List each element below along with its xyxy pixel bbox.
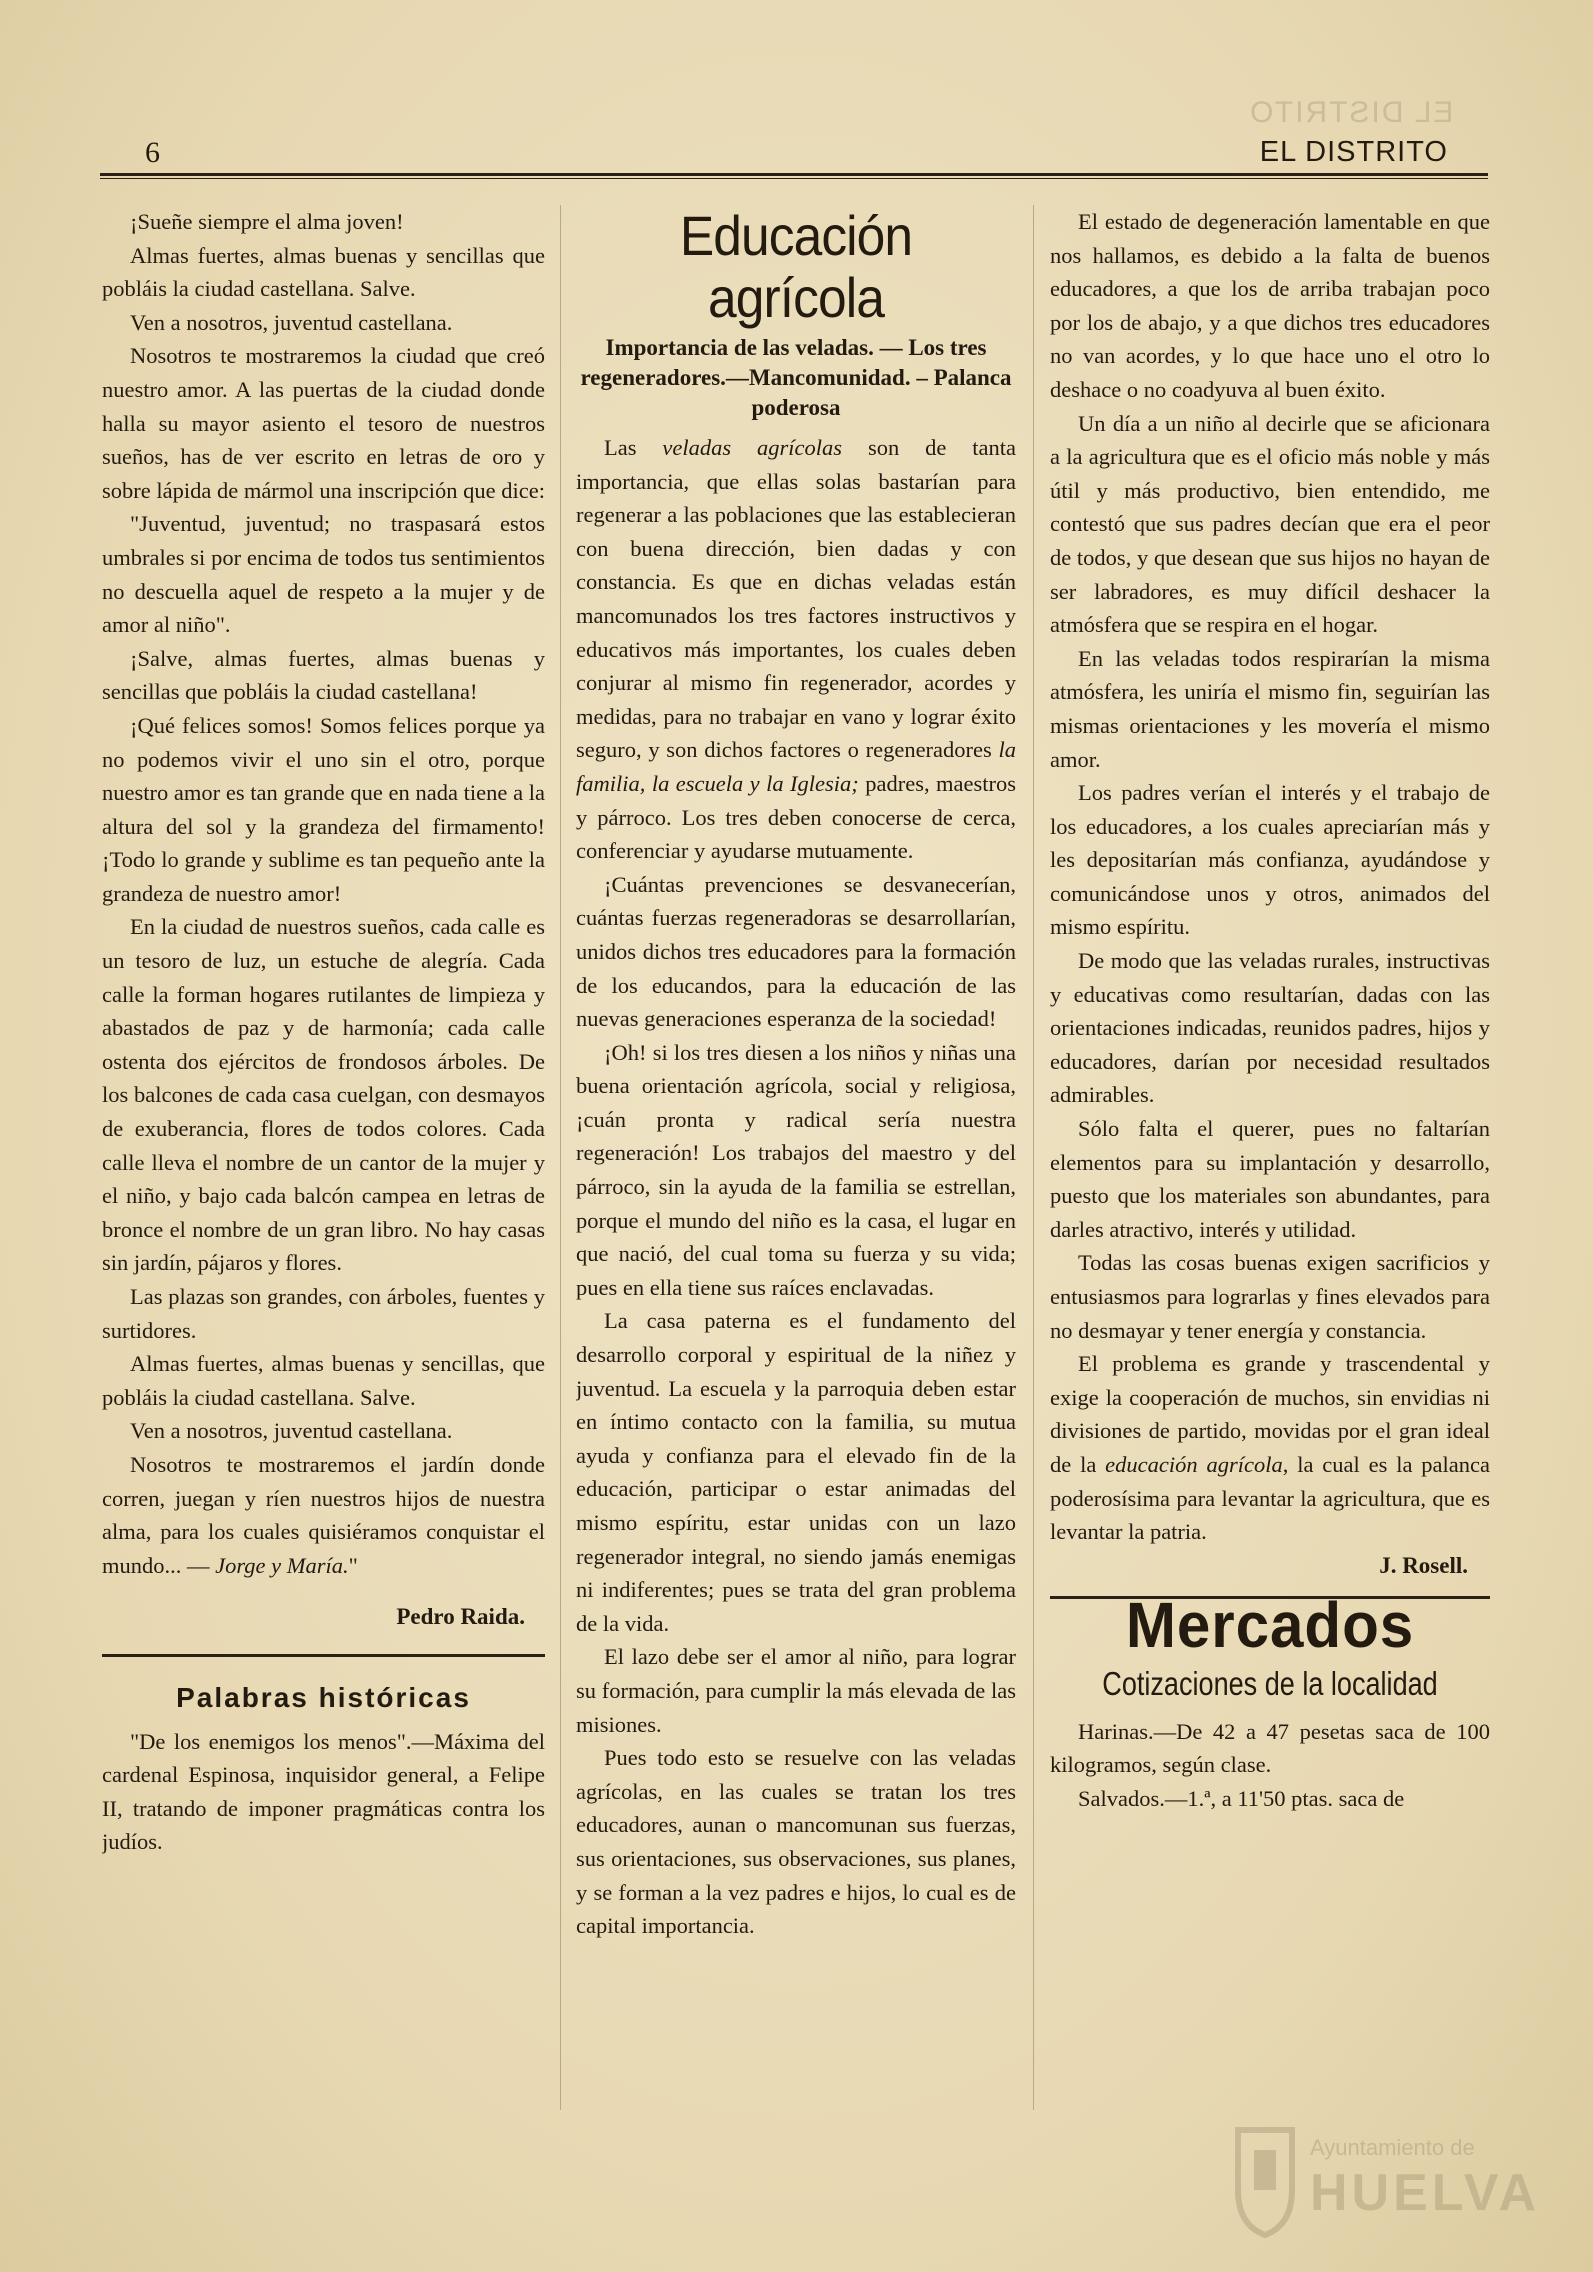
paragraph: Nosotros te mostraremos la ciudad que creó nuestro amor. A las puertas de la ciudad donde halla su mayor asiento el tesoro de nuestros sueños, has de ver escrito en letras de oro y sobre lápida de mármol una inscripción que dice: xyxy=(102,343,545,503)
paragraph: En las veladas todos respirarían la misma atmósfera, les uniría el mismo fin, seguirían las mismas orientaciones y les movería el mismo amor. xyxy=(1050,645,1490,772)
paragraph: El estado de degeneración lamentable en que nos hallamos, es debido a la falta de buenos educadores, a que los de arriba trabajan poco por los de abajo, y a que dichos tres educadores no van acordes, y lo que hace uno el otro lo deshace o no coadyuva al buen éxito. xyxy=(1050,209,1490,402)
section-title: Palabras históricas xyxy=(176,1681,471,1713)
text-run: Las xyxy=(604,435,663,460)
column-left xyxy=(102,205,545,2125)
paragraph: Un día a un niño al decirle que se aficionara a la agricultura que es el oficio más noble y más útil y más productivo, bien entendido, me contestó que sus padres decían que era el peor de todos, y que desean que sus hijos no hayan de ser labradores, es muy difícil deshacer la atmósfera que se respira en el hogar. xyxy=(1050,410,1490,638)
section-rule xyxy=(102,1654,545,1657)
crest-icon xyxy=(1230,2120,1300,2240)
market-line: Salvados.—1.ª, a 11'50 ptas. saca de xyxy=(1078,1785,1405,1811)
article-title: Educación agrícola xyxy=(679,205,913,329)
paragraph: Almas fuertes, almas buenas y sencillas, que pobláis la ciudad castellana. Salve. xyxy=(102,1351,545,1410)
paragraph: El lazo debe ser el amor al niño, para lograr su formación, para cumplir la más elevada de las misiones. xyxy=(576,1644,1016,1737)
paragraph: Los padres verían el interés y el trabajo de los educadores, a los cuales apreciarían más y les depositarían más confianza, ayudándose y comunicándose unos y otros, animados del mismo espíritu. xyxy=(1050,780,1490,940)
bleed-through-text: EL DISTRITO xyxy=(1247,96,1453,129)
column-divider xyxy=(1033,205,1034,2110)
column-divider xyxy=(560,205,561,2110)
watermark-line2: HUELVA xyxy=(1310,2164,1541,2222)
section-subtitle: Cotizaciones de la localidad xyxy=(1102,1664,1438,1702)
paragraph: De modo que las veladas rurales, instructivas y educativas como resultarían, dadas con las orientaciones indicadas, reunidos padres, hijos y educadores, darían por necesidad resultados admirables. xyxy=(1050,948,1490,1108)
paragraph xyxy=(102,1448,545,1582)
article-subtitle: Importancia de las veladas. — Los tres regeneradores.—Mancomunidad. – Palanca poderosa xyxy=(580,335,1012,420)
paragraph: La casa paterna es el fundamento del desarrollo corporal y espiritual de la niñez y juventud. La escuela y la parroquia deben estar en íntimo contacto con la familia, su mutua ayuda y confianza para el elevado fin de la educación, participar o estar animadas del mismo espíritu, estar unidas con un lazo regenerador integral, no siendo jamás enemigas ni indiferentes; pues se trata del gran problema de la vida. xyxy=(576,1308,1016,1636)
paragraph: ¡Oh! si los tres diesen a los niños y niñas una buena orientación agrícola, social y religiosa, ¡cuán pronta y radical sería nuestra regeneración! Los trabajos del maestro y del párroco, sin la ayuda de la familia se estrellan, porque el mundo del niño es la casa, el lugar en que nació, del cual toma su fuerza y su vida; pues en ella tiene sus raíces enclavadas. xyxy=(576,1039,1016,1300)
paragraph xyxy=(1050,1347,1490,1549)
paragraph: En la ciudad de nuestros sueños, cada calle es un tesoro de luz, un estuche de alegría. Cada calle la forman hogares rutilantes de limpieza y abastados de paz y de harmonía; cada calle ostenta dos ejércitos de frondosos árboles. De los balcones de cada casa cuelgan, con desmayos de exuberancia, flores de todos colores. Cada calle lleva el nombre de un cantor de la mujer y el niño, y bajo cada balcón campea en letras de bronce el nombre de un gran libro. No hay casas sin jardín, pájaros y flores. xyxy=(102,914,545,1276)
paragraph xyxy=(576,431,1016,868)
text-run: padres, maestros y párroco. Los tres deben conocerse de cerca, conferenciar y ayudarse mutuamente. xyxy=(576,770,1016,864)
text-run: , la cual es la palanca poderosísima para levantar la agricultura, que es levantar la patria. xyxy=(1050,1451,1490,1545)
section-title: Mercados xyxy=(1125,1589,1415,1662)
paragraph: Almas fuertes, almas buenas y sencillas que pobláis la ciudad castellana. Salve. xyxy=(102,242,545,302)
italic-text: veladas agrícolas xyxy=(662,435,843,460)
column-right xyxy=(1050,205,1490,2125)
paragraph: ¡Cuántas prevenciones se desvanecerían, cuántas fuerzas regeneradoras se desarrollarían, unidos dichos tres educadores para la formación de los educandos, para la educación de las nuevas generaciones esperanza de la sociedad! xyxy=(576,871,1016,1032)
paragraph: ¡Salve, almas fuertes, almas buenas y sencillas que pobláis la ciudad castellana! xyxy=(102,645,545,705)
header-rule xyxy=(100,173,1488,179)
paragraph: Las plazas son grandes, con árboles, fuentes y surtidores. xyxy=(102,1284,545,1343)
italic-names: Jorge y María. xyxy=(215,1552,349,1578)
paragraph: Pues todo esto se resuelve con las veladas agrícolas, en las cuales se tratan los tres educadores, aunan o mancomunan sus fuerzas, sus orientaciones, sus observaciones, sus planes, y se forman a la vez padres e hijos, lo cual es de capital importancia. xyxy=(576,1745,1016,1939)
paragraph: Sólo falta el querer, pues no faltarían elementos para su implantación y desarrollo, puesto que los materiales son abundantes, para darles atractivo, interés y utilidad. xyxy=(1050,1116,1490,1242)
column-middle xyxy=(576,205,1016,2125)
paragraph: Ven a nosotros, juventud castellana. xyxy=(130,309,453,335)
paragraph: Todas las cosas buenas exigen sacrificios y entusiasmos para lograrlas y fines elevados para no desmayar y tener energía y constancia. xyxy=(1050,1250,1490,1343)
italic-text: educación agrícola xyxy=(1105,1451,1283,1477)
signature: J. Rosell. xyxy=(1379,1552,1468,1578)
paragraph: "Juventud, juventud; no traspasará estos umbrales si por encima de todos tus sentimientos no descuella aquel de respeto a la mujer y de amor al niño". xyxy=(102,511,545,638)
text-run: El problema es grande y trascendental y exige la cooperación de muchos, sin envidias ni divisiones de partido, movidas por el gran ideal de la xyxy=(1050,1351,1490,1477)
italic-text: la familia, la escuela y la Iglesia; xyxy=(576,737,1016,796)
market-line: Harinas.—De 42 a 47 pesetas saca de 100 kilogramos, según clase. xyxy=(1050,1718,1490,1778)
page-number: 6 xyxy=(145,136,160,169)
page-header xyxy=(100,130,1450,174)
text-run: son de tanta importancia, que ellas solas bastarían para regenerar a las poblaciones que las establecieran con buena dirección, bien dadas y con constancia. Es que en dichas veladas están mancomunados los tres factores instructivos y educativos más importantes, los cuales deben conjurar al mismo fin regenerador, acordes y medidas, para no trabajar en vano y lograr éxito seguro, y son dichos factores o regeneradores xyxy=(576,435,1016,763)
paragraph: Ven a nosotros, juventud castellana. xyxy=(130,1418,453,1444)
paragraph: ¡Sueñe siempre el alma joven! xyxy=(130,209,404,234)
watermark-line1: Ayuntamiento de xyxy=(1310,2135,1475,2160)
masthead: EL DISTRITO xyxy=(1259,136,1448,168)
paragraph: "De los enemigos los menos".—Máxima del cardenal Espinosa, inquisidor general, a Felipe II, tratando de imponer pragmáticas contra los judíos. xyxy=(102,1728,545,1855)
paragraph: ¡Qué felices somos! Somos felices porque ya no podemos vivir el uno sin el otro, porque nuestro amor es tan grande que en nada tiene a la altura del sol y la grandeza del firmamento! ¡Todo lo grande y sublime es tan pequeño ante la grandeza de nuestro amor! xyxy=(102,712,545,906)
archive-watermark xyxy=(1230,2115,1541,2250)
paragraph-text: Nosotros te mostraremos el jardín donde corren, juegan y ríen nuestros hijos de nuestra alma, para los cuales quisiéramos conquistar el mundo... — xyxy=(102,1451,545,1578)
closing-quote: " xyxy=(348,1552,358,1578)
signature: Pedro Raida. xyxy=(396,1604,525,1630)
